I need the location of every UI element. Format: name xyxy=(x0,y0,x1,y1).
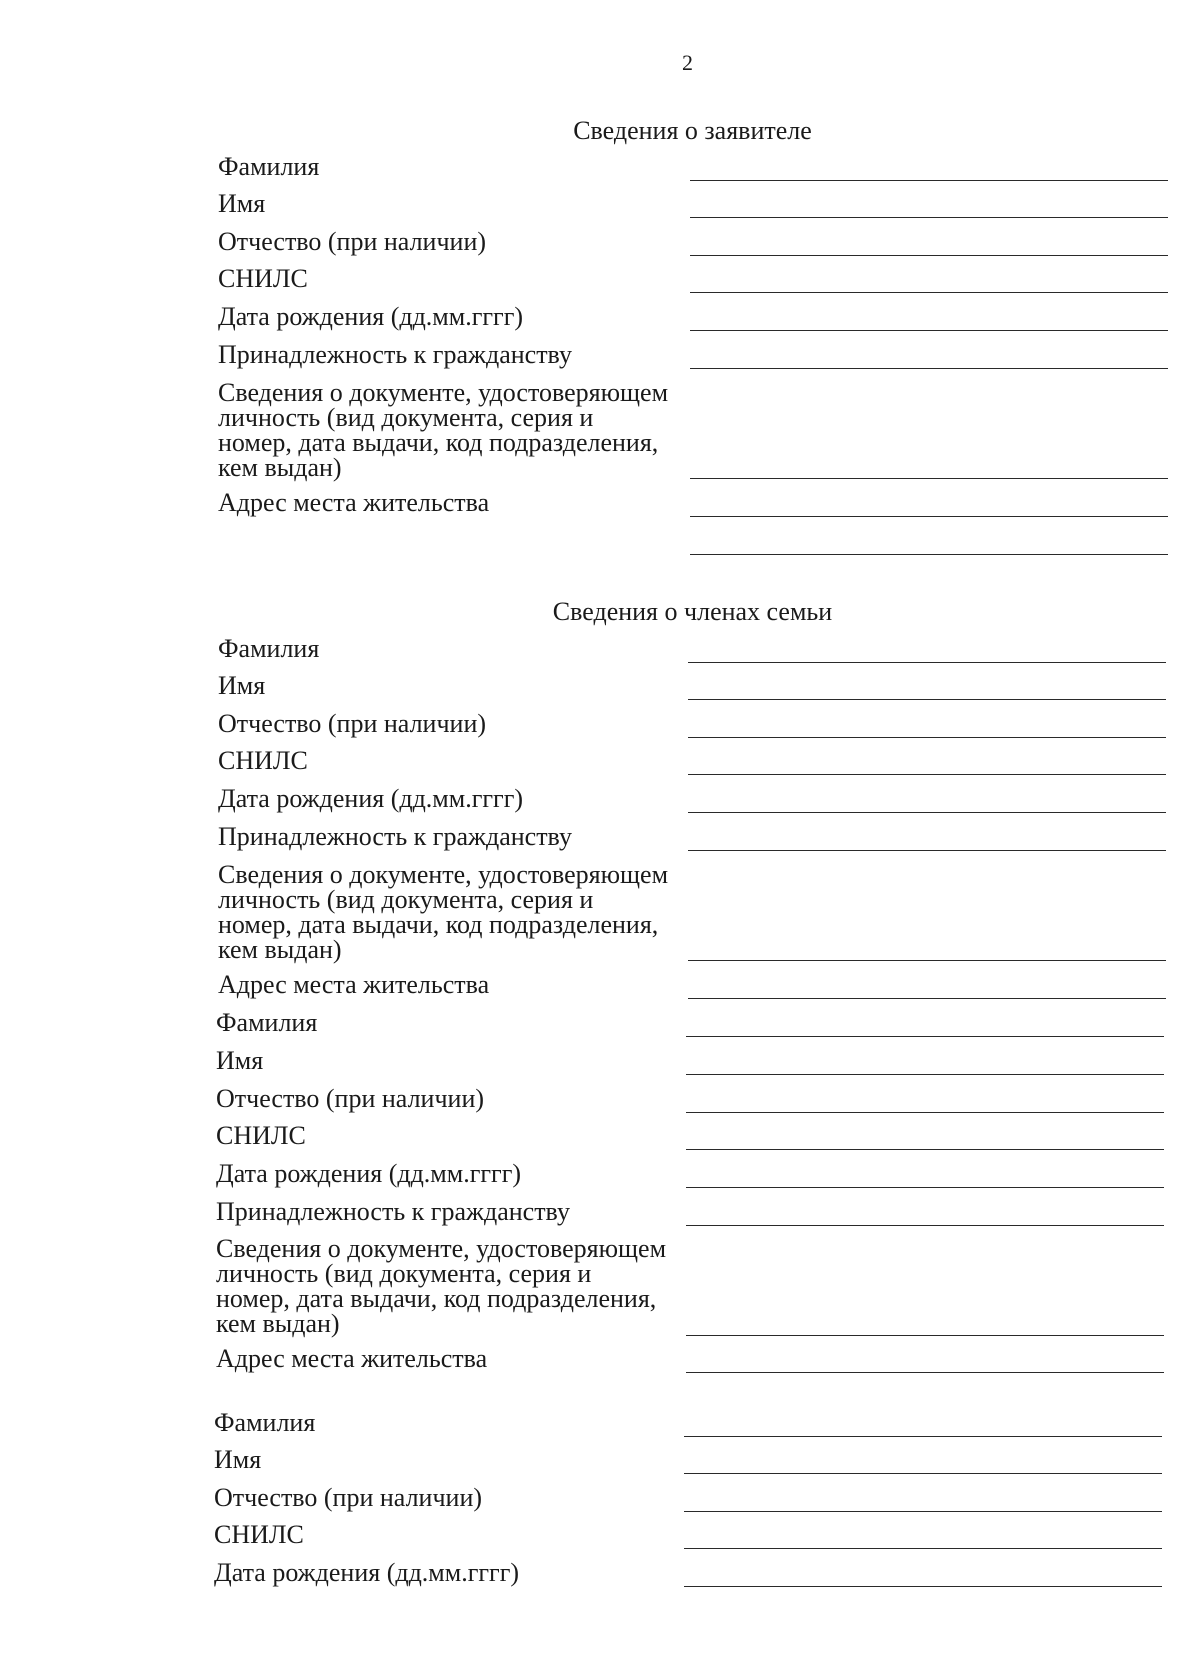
member3-birth-date-field[interactable] xyxy=(684,1586,1162,1587)
member3-name-label: Имя xyxy=(214,1445,262,1474)
member2-address-field[interactable] xyxy=(686,1372,1164,1373)
applicant-snils-field[interactable] xyxy=(690,292,1168,293)
member1-birth-date-field[interactable] xyxy=(688,812,1166,813)
applicant-patronymic-field[interactable] xyxy=(690,255,1168,256)
member1-name-label: Имя xyxy=(218,671,266,700)
applicant-address-label: Адрес места жительства xyxy=(218,488,490,517)
member1-snils-label: СНИЛС xyxy=(218,746,308,775)
member2-surname-field[interactable] xyxy=(686,1036,1164,1037)
applicant-address-field-line-2[interactable] xyxy=(690,554,1168,555)
member1-name-field[interactable] xyxy=(688,699,1166,700)
member3-name-field[interactable] xyxy=(684,1473,1162,1474)
applicant-address-field[interactable] xyxy=(690,516,1168,517)
family-section-heading: Сведения о членах семьи xyxy=(552,597,833,626)
applicant-citizenship-field[interactable] xyxy=(690,368,1168,369)
member2-citizenship-field[interactable] xyxy=(686,1225,1164,1226)
member1-address-label: Адрес места жительства xyxy=(218,970,490,999)
member3-birth-date-label: Дата рождения (дд.мм.гггг) xyxy=(214,1558,520,1587)
member2-id-document-label: Сведения о документе, удостоверяющем личность (вид документа, серия и номер, дата выдачи, код подразделения, кем выдан) xyxy=(216,1234,667,1338)
member2-snils-label: СНИЛС xyxy=(216,1121,306,1150)
member1-birth-date-label: Дата рождения (дд.мм.гггг) xyxy=(218,784,524,813)
page-number: 2 xyxy=(682,50,693,75)
member2-name-field[interactable] xyxy=(686,1074,1164,1075)
member1-patronymic-field[interactable] xyxy=(688,737,1166,738)
member2-birth-date-field[interactable] xyxy=(686,1187,1164,1188)
applicant-name-label: Имя xyxy=(218,189,266,218)
member2-name-label: Имя xyxy=(216,1046,264,1075)
applicant-id-document-label: Сведения о документе, удостоверяющем личность (вид документа, серия и номер, дата выдачи, код подразделения, кем выдан) xyxy=(218,378,669,482)
member1-patronymic-label: Отчество (при наличии) xyxy=(218,709,487,738)
member1-address-field[interactable] xyxy=(688,998,1166,999)
applicant-birth-date-field[interactable] xyxy=(690,330,1168,331)
member2-patronymic-label: Отчество (при наличии) xyxy=(216,1084,485,1113)
member3-patronymic-field[interactable] xyxy=(684,1511,1162,1512)
member1-surname-field[interactable] xyxy=(688,662,1166,663)
member1-citizenship-label: Принадлежность к гражданству xyxy=(218,822,572,851)
member3-surname-field[interactable] xyxy=(684,1436,1162,1437)
member3-surname-label: Фамилия xyxy=(214,1408,316,1437)
member1-snils-field[interactable] xyxy=(688,774,1166,775)
member1-id-document-label: Сведения о документе, удостоверяющем личность (вид документа, серия и номер, дата выдачи, код подразделения, кем выдан) xyxy=(218,860,669,964)
member3-patronymic-label: Отчество (при наличии) xyxy=(214,1483,483,1512)
applicant-id-document-field[interactable] xyxy=(690,478,1168,479)
member2-address-label: Адрес места жительства xyxy=(216,1344,488,1373)
applicant-citizenship-label: Принадлежность к гражданству xyxy=(218,340,572,369)
member1-id-document-field[interactable] xyxy=(688,960,1166,961)
member2-birth-date-label: Дата рождения (дд.мм.гггг) xyxy=(216,1159,522,1188)
member2-citizenship-label: Принадлежность к гражданству xyxy=(216,1197,570,1226)
member1-citizenship-field[interactable] xyxy=(688,850,1166,851)
applicant-birth-date-label: Дата рождения (дд.мм.гггг) xyxy=(218,302,524,331)
applicant-surname-field[interactable] xyxy=(690,180,1168,181)
member3-snils-field[interactable] xyxy=(684,1548,1162,1549)
member2-patronymic-field[interactable] xyxy=(686,1112,1164,1113)
applicant-name-field[interactable] xyxy=(690,217,1168,218)
member2-surname-label: Фамилия xyxy=(216,1008,318,1037)
applicant-snils-label: СНИЛС xyxy=(218,264,308,293)
member2-snils-field[interactable] xyxy=(686,1149,1164,1150)
member1-surname-label: Фамилия xyxy=(218,634,320,663)
applicant-surname-label: Фамилия xyxy=(218,152,320,181)
member2-id-document-field[interactable] xyxy=(686,1335,1164,1336)
applicant-patronymic-label: Отчество (при наличии) xyxy=(218,227,487,256)
member3-snils-label: СНИЛС xyxy=(214,1520,304,1549)
applicant-section-heading: Сведения о заявителе xyxy=(573,116,812,145)
